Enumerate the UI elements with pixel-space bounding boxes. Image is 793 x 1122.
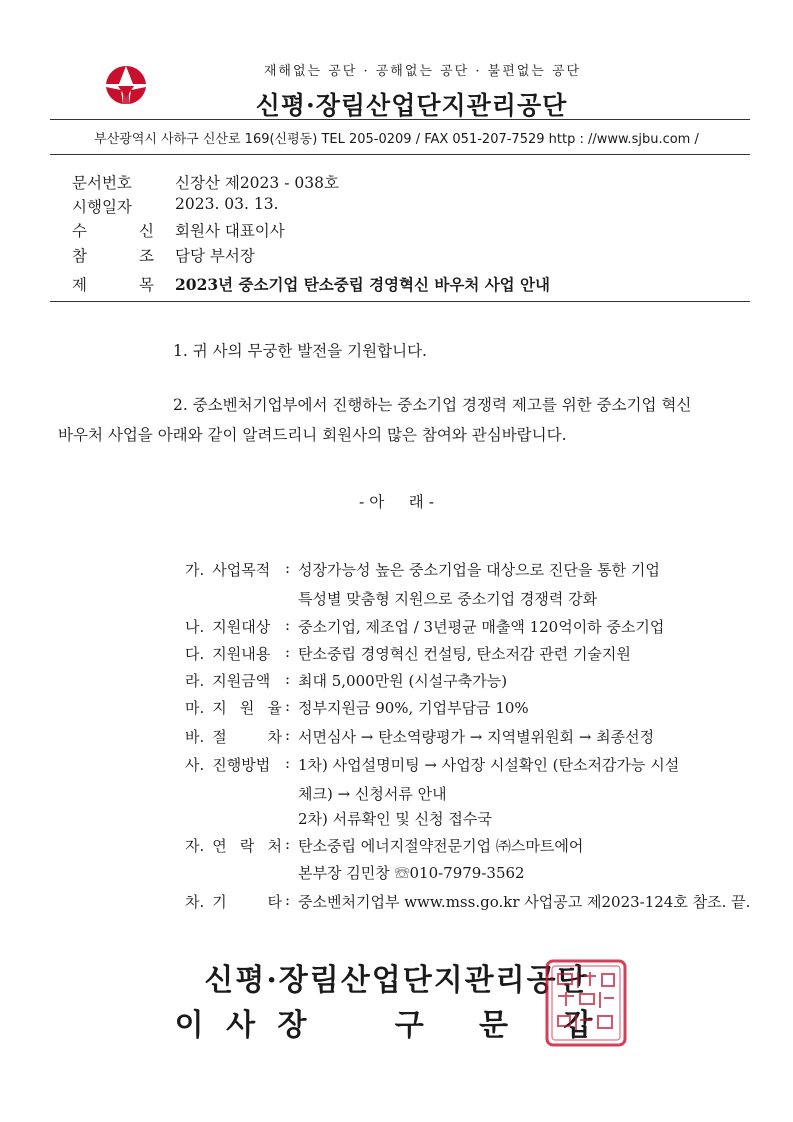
item-text: 탄소중립 경영혁신 컨설팅, 탄소저감 관련 기술지원 bbox=[298, 645, 631, 663]
item-label-text bbox=[212, 754, 282, 775]
meta-value-recipient: 회원사 대표이사 bbox=[175, 222, 285, 240]
item-colon: : bbox=[285, 670, 291, 688]
meta-label-part: 목 bbox=[139, 276, 154, 294]
item-colon: : bbox=[285, 616, 291, 634]
item-colon: : bbox=[285, 835, 291, 853]
below-heading: - 아 래 - bbox=[359, 493, 434, 511]
item-label-prefix: 차. bbox=[185, 893, 205, 911]
meta-label-part: 수 bbox=[72, 222, 87, 240]
item-label-part: 지원금액 bbox=[212, 672, 271, 690]
item-label-prefix: 마. bbox=[185, 699, 205, 717]
item-colon: : bbox=[285, 697, 291, 715]
item-label-prefix: 다. bbox=[185, 645, 205, 663]
item-label-part: 락 bbox=[239, 837, 255, 855]
item-text: 최대 5,000만원 (시설구축가능) bbox=[298, 672, 508, 690]
item-label-prefix: 자. bbox=[185, 837, 205, 855]
item-label-part: 지 bbox=[212, 699, 227, 717]
item-label-part: 원 bbox=[239, 699, 255, 717]
item-label-text bbox=[212, 559, 282, 580]
meta-label-recipient bbox=[72, 219, 154, 241]
item-text: 중소기업, 제조업 / 3년평균 매출액 120억이하 중소기업 bbox=[298, 618, 665, 636]
item-label-part: 절 bbox=[212, 728, 227, 746]
item-label-text bbox=[212, 616, 282, 637]
item-text: 중소벤처기업부 www.mss.go.kr 사업공고 제2023-124호 참조. 끝. bbox=[298, 893, 751, 911]
address-divider bbox=[50, 154, 750, 155]
item-text: 성장가능성 높은 중소기업을 대상으로 진단을 통한 기업 bbox=[298, 561, 660, 579]
meta-label-part: 참 bbox=[72, 247, 87, 265]
item-colon: : bbox=[285, 726, 291, 744]
meta-label-part: 조 bbox=[139, 247, 154, 265]
signature-title: 이 사 장 구 문 갑 bbox=[174, 1008, 599, 1043]
item-text: 본부장 김민창 ☏010-7979-3562 bbox=[298, 864, 525, 882]
item-colon: : bbox=[285, 643, 291, 661]
item-label-text bbox=[212, 891, 282, 912]
item-label-prefix: 라. bbox=[185, 672, 205, 690]
meta-label-doc-number: 문서번호 bbox=[72, 174, 132, 192]
meta-label-date: 시행일자 bbox=[72, 198, 132, 216]
item-label-part: 진행방법 bbox=[212, 756, 271, 774]
item-label-text bbox=[212, 726, 282, 747]
item-label-text bbox=[212, 697, 282, 718]
item-label-part: 연 bbox=[212, 837, 227, 855]
item-label bbox=[185, 891, 282, 912]
item-label-part: 타 bbox=[267, 893, 282, 911]
item-text: 특성별 맞춤형 지원으로 중소기업 경쟁력 강화 bbox=[298, 590, 598, 608]
meta-label-part: 신 bbox=[139, 222, 154, 240]
signature-org: 신평·장림산업단지관리공단 bbox=[204, 963, 589, 998]
item-text: 서면심사 → 탄소역량평가 → 지역별위원회 → 최종선정 bbox=[298, 728, 655, 746]
item-label bbox=[185, 643, 282, 664]
paragraph-2-line-1: 2. 중소벤처기업부에서 진행하는 중소기업 경쟁력 제고를 위한 중소기업 혁신 bbox=[173, 396, 692, 414]
header-divider bbox=[50, 119, 750, 120]
item-label-part: 처 bbox=[267, 837, 282, 855]
meta-value-doc-number: 신장산 제2023 - 038호 bbox=[175, 174, 339, 192]
item-label-prefix: 사. bbox=[185, 756, 205, 774]
meta-label-subject bbox=[72, 273, 154, 295]
item-label bbox=[185, 670, 282, 691]
item-label-prefix: 바. bbox=[185, 728, 205, 746]
item-label-text bbox=[212, 643, 282, 664]
meta-label-part: 제 bbox=[72, 276, 87, 294]
item-label-part: 지원대상 bbox=[212, 618, 271, 636]
item-label-part: 기 bbox=[212, 893, 227, 911]
org-name: 신평·장림산업단지관리공단 bbox=[255, 91, 568, 120]
item-label-prefix: 나. bbox=[185, 618, 205, 636]
meta-value-date: 2023. 03. 13. bbox=[175, 195, 279, 213]
item-colon: : bbox=[285, 891, 291, 909]
org-address: 부산광역시 사하구 신산로 169(신평동) TEL 205-0209 / FAX 051-207-7529 http : //www.sjbu.com / bbox=[94, 132, 699, 147]
meta-value-subject: 2023년 중소기업 탄소중립 경영혁신 바우처 사업 안내 bbox=[175, 275, 550, 294]
paragraph-2-line-2: 바우처 사업을 아래와 같이 알려드리니 회원사의 많은 참여와 관심바랍니다. bbox=[58, 426, 567, 444]
paragraph-1: 1. 귀 사의 무궁한 발전을 기원합니다. bbox=[173, 342, 427, 360]
item-label bbox=[185, 754, 282, 775]
meta-value-reference: 담당 부서장 bbox=[175, 247, 255, 265]
item-label-part: 차 bbox=[267, 728, 282, 746]
item-text: 탄소중립 에너지절약전문기업 ㈜스마트에어 bbox=[298, 837, 584, 855]
item-label bbox=[185, 835, 282, 856]
item-label-part: 율 bbox=[267, 699, 282, 717]
item-text: 1차) 사업설명미팅 → 사업장 시설확인 (탄소저감가능 시설 bbox=[298, 756, 680, 774]
item-text: 체크) → 신청서류 안내 bbox=[298, 785, 447, 803]
slogan: 재해없는 공단 · 공해없는 공단 · 불편없는 공단 bbox=[263, 64, 582, 79]
item-text: 정부지원금 90%, 기업부담금 10% bbox=[298, 699, 529, 717]
item-label-part: 지원내용 bbox=[212, 645, 271, 663]
item-colon: : bbox=[285, 754, 291, 772]
item-label-text bbox=[212, 670, 282, 691]
item-label bbox=[185, 559, 282, 580]
item-label bbox=[185, 726, 282, 747]
item-label-text bbox=[212, 835, 282, 856]
item-label-part: 사업목적 bbox=[212, 561, 271, 579]
item-label-prefix: 가. bbox=[185, 561, 205, 579]
item-text: 2차) 서류확인 및 신청 접수국 bbox=[298, 810, 492, 828]
item-colon: : bbox=[285, 559, 291, 577]
meta-divider bbox=[50, 301, 750, 302]
item-label bbox=[185, 697, 282, 718]
item-label bbox=[185, 616, 282, 637]
official-seal-icon bbox=[544, 958, 628, 1048]
meta-label-reference bbox=[72, 244, 154, 266]
